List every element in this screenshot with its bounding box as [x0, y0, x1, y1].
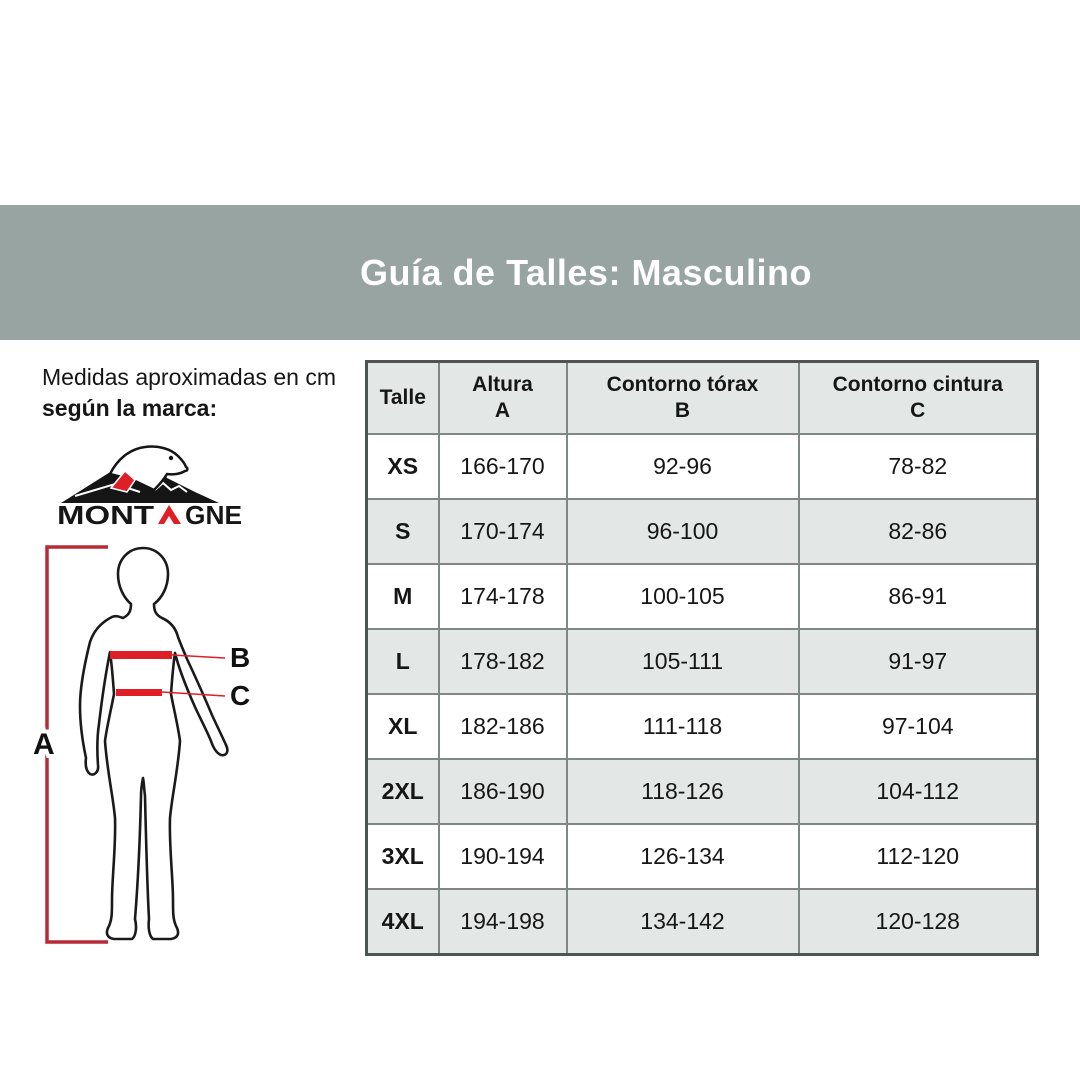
torax-cell: 92-96	[567, 434, 799, 499]
altura-cell: 178-182	[439, 629, 567, 694]
altura-cell: 182-186	[439, 694, 567, 759]
size-row-2xl	[367, 759, 1038, 824]
body-outline	[80, 548, 227, 939]
size-cell: 3XL	[367, 824, 439, 889]
altura-cell: 190-194	[439, 824, 567, 889]
note-line-1: Medidas aproximadas en cm	[42, 364, 337, 390]
cintura-cell: 78-82	[799, 434, 1038, 499]
torax-cell: 96-100	[567, 499, 799, 564]
size-row-m	[367, 564, 1038, 629]
size-row-s	[367, 499, 1038, 564]
torax-cell: 105-111	[567, 629, 799, 694]
col-header-talle: Talle	[367, 362, 439, 435]
montagne-logo	[55, 440, 245, 535]
col-header-altura: Altura A	[439, 362, 567, 435]
altura-cell: 194-198	[439, 889, 567, 955]
label-c: C	[230, 680, 251, 711]
note-line-2: según la marca:	[42, 395, 218, 421]
size-row-l	[367, 629, 1038, 694]
measure-note	[42, 362, 336, 424]
col-header-torax: Contorno tórax B	[567, 362, 799, 435]
torax-cell: 111-118	[567, 694, 799, 759]
label-b: B	[230, 642, 251, 673]
wordmark-left: MONT	[57, 500, 155, 530]
page-title: Guía de Talles: Masculino	[360, 251, 812, 293]
waist-measure-bar	[116, 689, 162, 696]
altura-cell: 174-178	[439, 564, 567, 629]
size-cell: S	[367, 499, 439, 564]
cintura-cell: 112-120	[799, 824, 1038, 889]
chest-measure-bar	[110, 651, 172, 659]
size-cell: M	[367, 564, 439, 629]
size-row-4xl	[367, 889, 1038, 955]
body-measurement-figure	[30, 538, 290, 948]
wordmark-right: GNE	[185, 500, 242, 530]
cintura-cell: 104-112	[799, 759, 1038, 824]
wordmark-a-icon	[158, 505, 181, 524]
size-row-xs	[367, 434, 1038, 499]
cintura-cell: 91-97	[799, 629, 1038, 694]
height-bracket	[47, 547, 108, 942]
cintura-cell: 82-86	[799, 499, 1038, 564]
table-header-row	[367, 362, 1038, 435]
col-header-cintura: Contorno cintura C	[799, 362, 1038, 435]
size-cell: XS	[367, 434, 439, 499]
torax-cell: 134-142	[567, 889, 799, 955]
cintura-cell: 97-104	[799, 694, 1038, 759]
label-a: A	[33, 728, 55, 761]
cintura-cell: 120-128	[799, 889, 1038, 955]
torax-cell: 126-134	[567, 824, 799, 889]
torax-cell: 118-126	[567, 759, 799, 824]
torax-cell: 100-105	[567, 564, 799, 629]
size-table	[365, 360, 1039, 956]
size-row-3xl	[367, 824, 1038, 889]
cintura-cell: 86-91	[799, 564, 1038, 629]
title-banner	[0, 205, 1080, 340]
size-cell: 4XL	[367, 889, 439, 955]
altura-cell: 166-170	[439, 434, 567, 499]
eagle-eye-icon	[169, 456, 173, 460]
size-cell: L	[367, 629, 439, 694]
size-row-xl	[367, 694, 1038, 759]
size-cell: 2XL	[367, 759, 439, 824]
altura-cell: 186-190	[439, 759, 567, 824]
altura-cell: 170-174	[439, 499, 567, 564]
size-cell: XL	[367, 694, 439, 759]
